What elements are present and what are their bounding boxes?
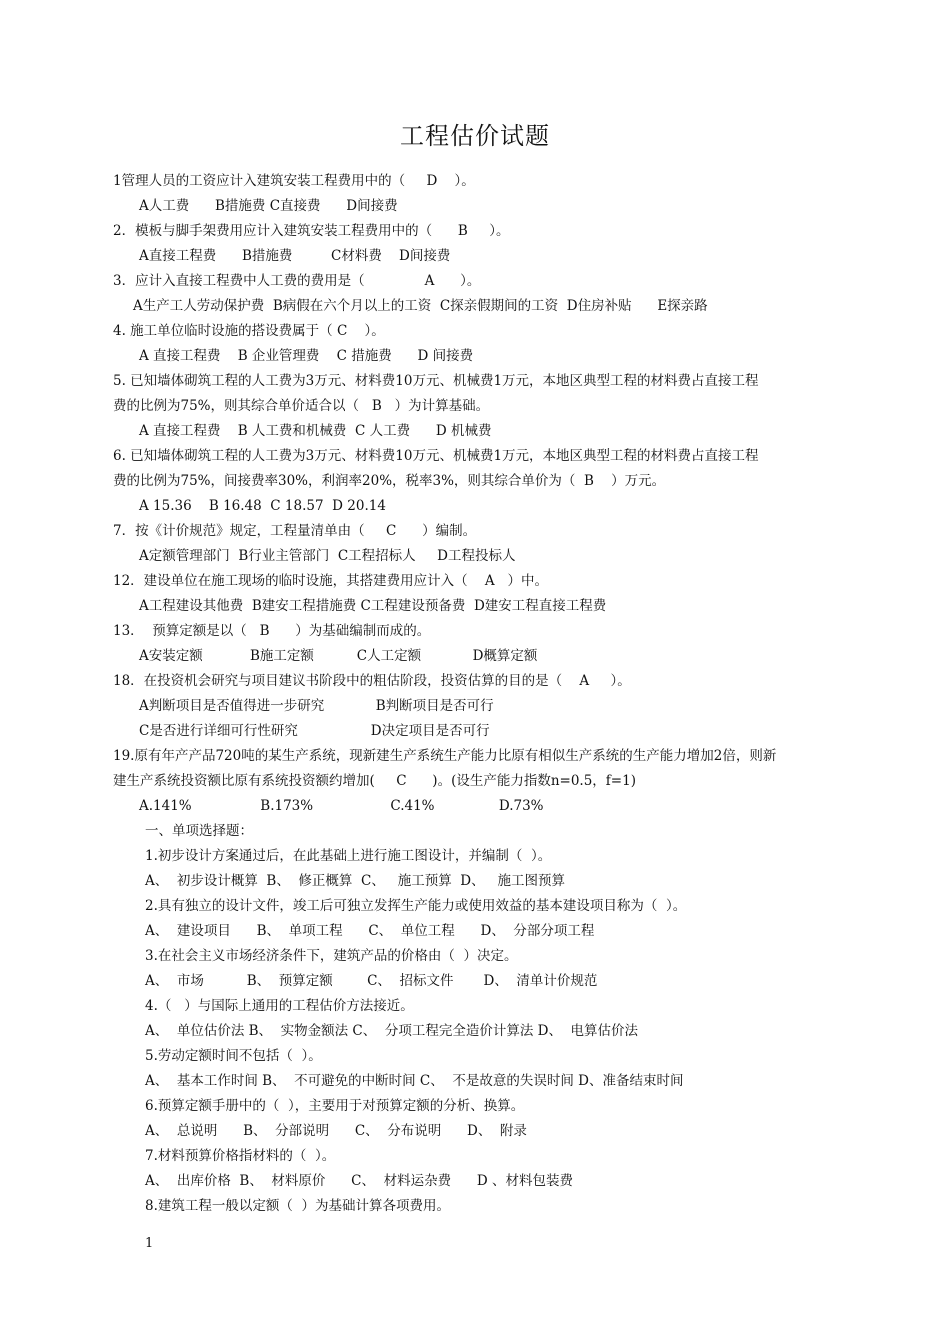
question-3-options: A生产工人劳动保护费 B病假在六个月以上的工资 C探亲假期间的工资 D住房补贴 E探亲路 [133,298,708,314]
question-13: 13． 预算定额是以（ B ）为基础编制而成的。 [113,623,431,639]
question-18-options-row2: C是否进行详细可行性研究 D决定项目是否可行 [139,723,490,739]
question-1: 1管理人员的工资应计入建筑安装工程费用中的（ D ）。 [113,173,475,189]
page-title: 工程估价试题 [400,122,550,150]
mc-question-6: 6.预算定额手册中的（ ），主要用于对预算定额的分析、换算。 [145,1098,525,1114]
question-2: 2．模板与脚手架费用应计入建筑安装工程费用中的（ B ）。 [113,223,510,239]
mc-question-2-options: A、 建设项目 B、 单项工程 C、 单位工程 D、 分部分项工程 [145,923,595,939]
mc-question-6-options: A、 总说明 B、 分部说明 C、 分布说明 D、 附录 [145,1123,527,1139]
mc-question-3: 3.在社会主义市场经济条件下，建筑产品的价格由（ ）决定。 [145,948,518,964]
mc-question-7-options: A、 出库价格 B、 材料原价 C、 材料运杂费 D 、材料包装费 [145,1173,573,1189]
mc-question-4: 4.（ ）与国际上通用的工程估价方法接近。 [145,998,414,1014]
page-number: 1 [145,1236,154,1251]
mc-question-5-options: A、 基本工作时间 B、 不可避免的中断时间 C、 不是故意的失误时间 D、准备结束时间 [145,1073,684,1089]
question-6-continued: 费的比例为75%，间接费率30%，利润率20%，税率3%，则其综合单价为（ B ）万元。 [113,473,666,489]
question-19-options: A.141% B.173% C.41% D.73% [139,798,544,814]
mc-question-7: 7.材料预算价格指材料的（ ）。 [145,1148,336,1164]
question-13-options: A安装定额 B施工定额 C人工定额 D概算定额 [139,648,538,664]
question-18: 18．在投资机会研究与项目建议书阶段中的粗估阶段，投资估算的目的是（ A ）。 [113,673,631,689]
question-1-options: A人工费 B措施费 C直接费 D间接费 [139,198,398,214]
mc-question-5: 5.劳动定额时间不包括（ ）。 [145,1048,322,1064]
question-12: 12．建设单位在施工现场的临时设施，其搭建费用应计入（ A ）中。 [113,573,548,589]
question-7-options: A定额管理部门 B行业主管部门 C工程招标人 D工程投标人 [139,548,516,564]
mc-question-1-options: A、 初步设计概算 B、 修正概算 C、 施工预算 D、 施工图预算 [145,873,565,889]
question-6-options: A 15.36 B 16.48 C 18.57 D 20.14 [139,498,386,514]
question-5-continued: 费的比例为75%，则其综合单价适合以（ B ）为计算基础。 [113,398,490,414]
mc-question-3-options: A、 市场 B、 预算定额 C、 招标文件 D、 清单计价规范 [145,973,598,989]
question-19: 19.原有年产产品720吨的某生产系统，现新建生产系统生产能力比原有相似生产系统的生产能力增加2倍，则新 [113,748,777,764]
question-5-options: A 直接工程费 B 人工费和机械费 C 人工费 D 机械费 [139,423,492,439]
question-4-options: A 直接工程费 B 企业管理费 C 措施费 D 间接费 [139,348,474,364]
question-19-continued: 建生产系统投资额比原有系统投资额约增加( C )。(设生产能力指数n=0.5，f=1) [113,773,636,789]
question-7: 7．按《计价规范》规定，工程量清单由（ C ）编制。 [113,523,477,539]
mc-question-8: 8.建筑工程一般以定额（ ）为基础计算各项费用。 [145,1198,450,1214]
question-4: 4. 施工单位临时设施的搭设费属于（ C ）。 [113,323,385,339]
question-2-options: A直接工程费 B措施费 C材料费 D间接费 [139,248,451,264]
mc-question-4-options: A、 单位估价法 B、 实物金额法 C、 分项工程完全造价计算法 D、 电算估价法 [145,1023,639,1039]
section-heading: 一、单项选择题： [145,823,253,839]
question-3: 3．应计入直接工程费中人工费的费用是（ A ）。 [113,273,481,289]
question-6: 6. 已知墙体砌筑工程的人工费为3万元、材料费10万元、机械费1万元，本地区典型工程的材料费占直接工程 [113,448,759,464]
question-18-options-row1: A判断项目是否值得进一步研究 B判断项目是否可行 [139,698,494,714]
question-5: 5. 已知墙体砌筑工程的人工费为3万元、材料费10万元、机械费1万元，本地区典型工程的材料费占直接工程 [113,373,759,389]
question-12-options: A工程建设其他费 B建安工程措施费 C工程建设预备费 D建安工程直接工程费 [139,598,607,614]
mc-question-2: 2.具有独立的设计文件，竣工后可独立发挥生产能力或使用效益的基本建设项目称为（ ）。 [145,898,687,914]
mc-question-1: 1.初步设计方案通过后，在此基础上进行施工图设计，并编制（ ）。 [145,848,552,864]
